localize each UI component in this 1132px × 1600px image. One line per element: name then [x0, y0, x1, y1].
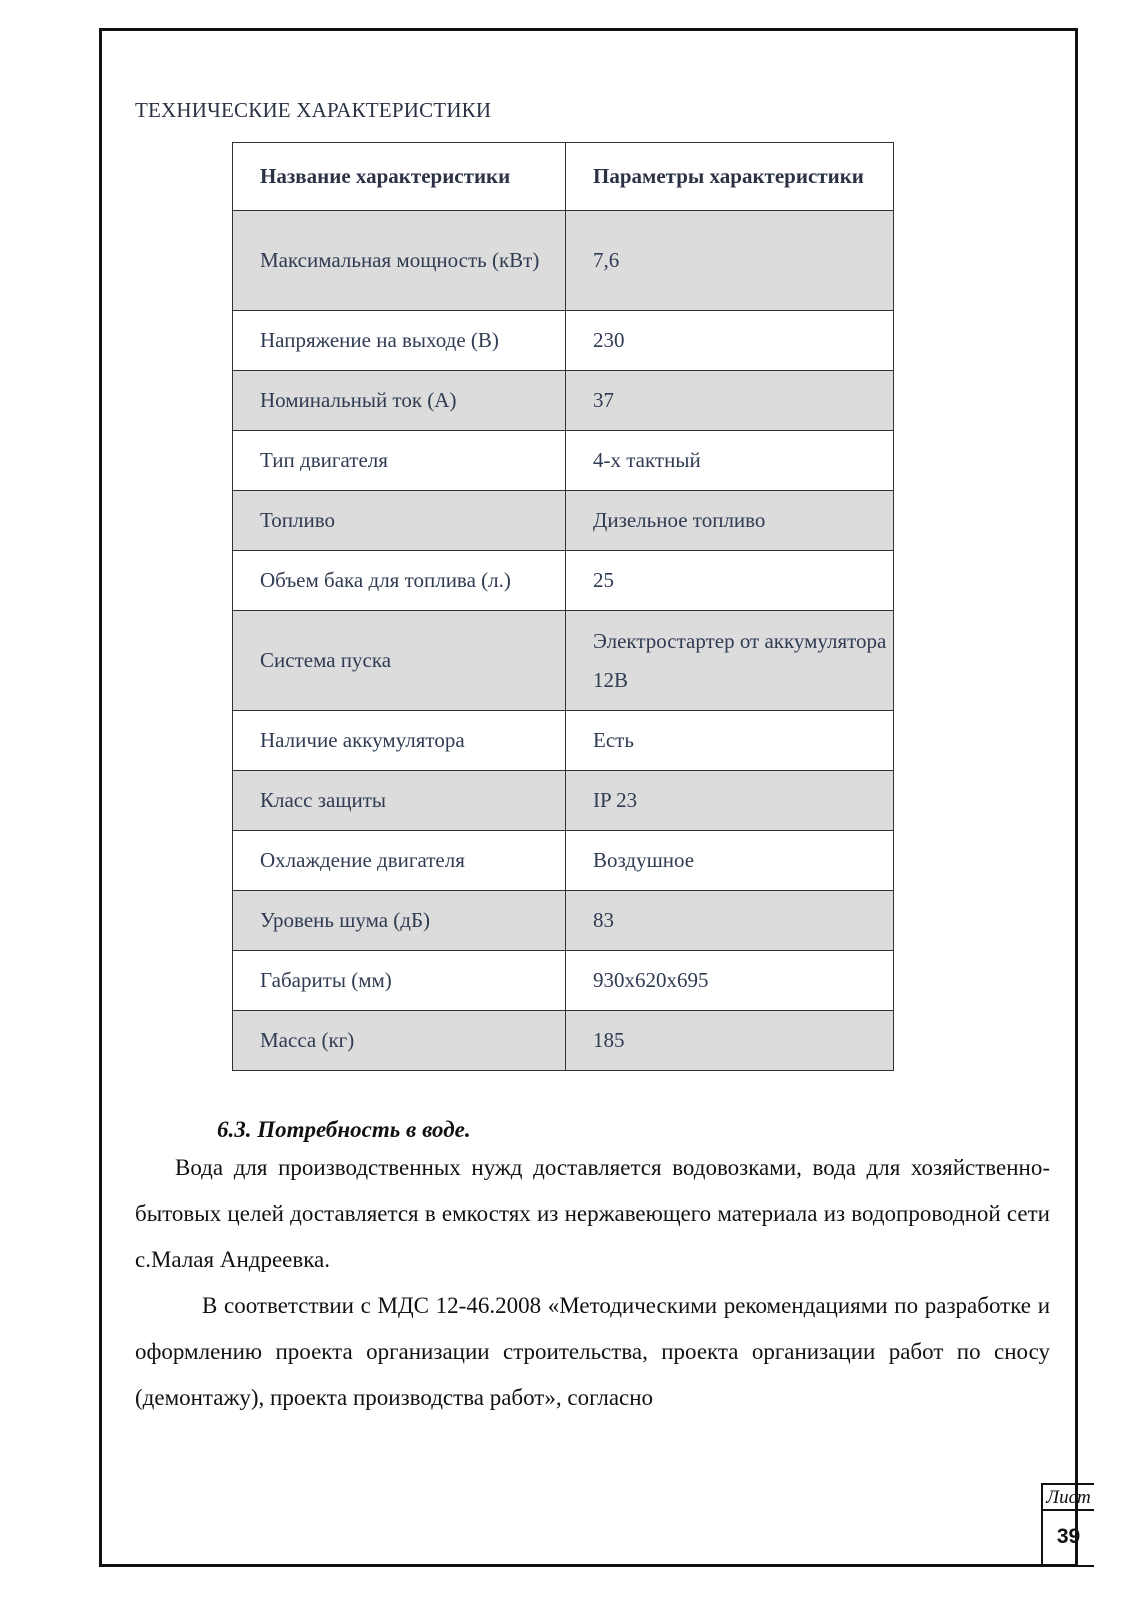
table-row	[233, 711, 894, 771]
spec-value: 4-х тактный	[566, 431, 894, 491]
table-row	[233, 371, 894, 431]
spec-value: 185	[566, 1011, 894, 1071]
spec-name: Максимальная мощность (кВт)	[233, 211, 566, 311]
table-row	[233, 831, 894, 891]
spec-name: Уровень шума (дБ)	[233, 891, 566, 951]
column-header-value: Параметры характеристики	[566, 143, 894, 211]
table-row	[233, 211, 894, 311]
table-row	[233, 491, 894, 551]
spec-name: Наличие аккумулятора	[233, 711, 566, 771]
paragraph: Вода для производственных нужд доставляется водовозками, вода для хозяйственно-бытовых целей доставляется в емкостях из нержавеющего материала из водопроводной сети с.Малая Андреевка.	[135, 1155, 1050, 1272]
spec-name: Топливо	[233, 491, 566, 551]
spec-name: Масса (кг)	[233, 1011, 566, 1071]
spec-value: 25	[566, 551, 894, 611]
table-row	[233, 611, 894, 711]
table-row	[233, 891, 894, 951]
spec-value: 930х620х695	[566, 951, 894, 1011]
table-row	[233, 311, 894, 371]
spec-value: Есть	[566, 711, 894, 771]
spec-name: Тип двигателя	[233, 431, 566, 491]
section-title: ТЕХНИЧЕСКИЕ ХАРАКТЕРИСТИКИ	[135, 98, 492, 122]
paragraph: В соответствии с МДС 12-46.2008 «Методическими рекомендациями по разработке и оформлению проекта организации строительства, проекта организации работ по сносу (демонтажу), проекта производства работ», согласно	[135, 1293, 1050, 1410]
spec-value: Воздушное	[566, 831, 894, 891]
spec-name: Номинальный ток (А)	[233, 371, 566, 431]
spec-value: 37	[566, 371, 894, 431]
spec-value: 83	[566, 891, 894, 951]
spec-value: 230	[566, 311, 894, 371]
table-row	[233, 951, 894, 1011]
spec-value: 7,6	[566, 211, 894, 311]
spec-value: Электростартер от аккумулятора 12В	[566, 611, 894, 711]
spec-value: Дизельное топливо	[566, 491, 894, 551]
column-header-name: Название характеристики	[233, 143, 566, 211]
table-row	[233, 551, 894, 611]
spec-name: Класс защиты	[233, 771, 566, 831]
sheet-label: Лист	[1041, 1483, 1094, 1511]
spec-name: Габариты (мм)	[233, 951, 566, 1011]
spec-name: Объем бака для топлива (л.)	[233, 551, 566, 611]
spec-name: Система пуска	[233, 611, 566, 711]
table-header-row	[233, 143, 894, 211]
table-row	[233, 771, 894, 831]
sheet-number: 39	[1041, 1511, 1094, 1567]
table-row	[233, 431, 894, 491]
spec-name: Охлаждение двигателя	[233, 831, 566, 891]
spec-name: Напряжение на выходе (В)	[233, 311, 566, 371]
subsection-title: 6.3. Потребность в воде.	[217, 1117, 471, 1142]
sheet-number-stamp	[1041, 1483, 1094, 1567]
spec-value: IP 23	[566, 771, 894, 831]
table-row	[233, 1011, 894, 1071]
specs-table	[232, 142, 894, 1071]
